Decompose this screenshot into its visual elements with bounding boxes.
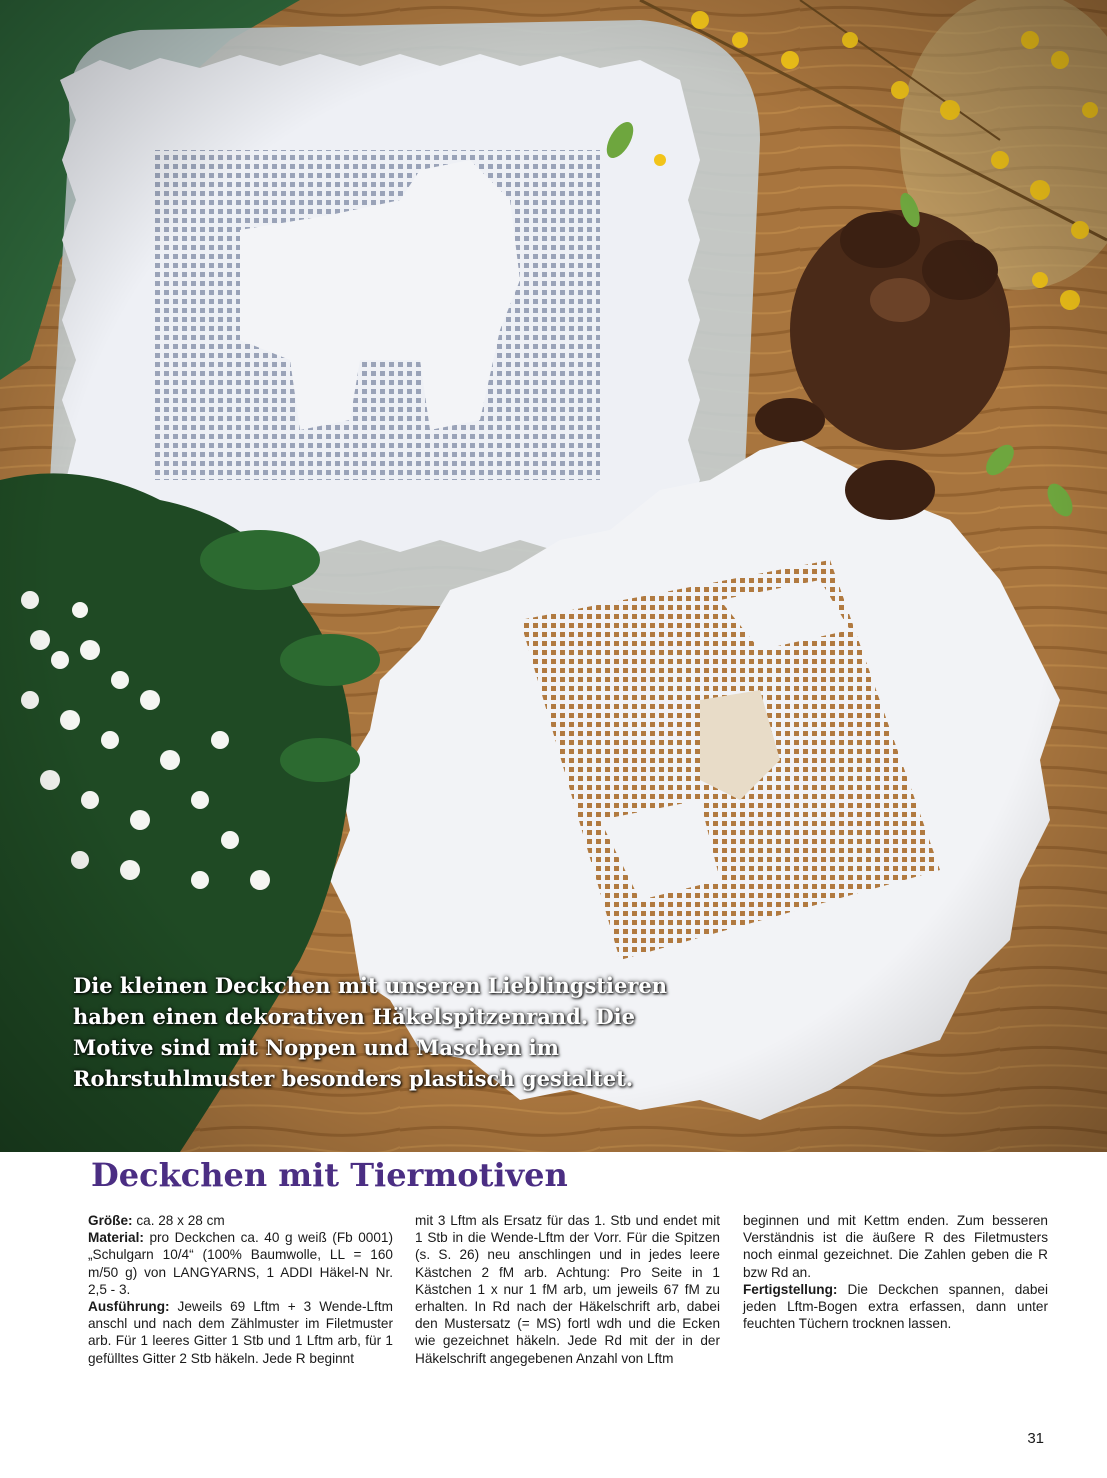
instructions-column-3: [743, 1212, 1048, 1332]
size-label: Größe:: [88, 1213, 133, 1228]
instructions-column-1: [88, 1212, 393, 1367]
material-paragraph: [88, 1229, 393, 1298]
instructions-column-2: [415, 1212, 720, 1367]
execution-continued: mit 3 Lftm als Ersatz für das 1. Stb und endet mit 1 Stb in die Wende-Lftm der Vorr. Für die Spitzen (s. S. 26) neu anschlingen und in jedes leere Kästchen 2 fM arb. Achtung: Pro Seite in 1 Kästchen 1 x nur 1 fM arb, um jeweils 67 fM zu erhalten. In Rd nach der Häkelschrift arb, dabei den Mustersatz (= MS) fortl wdh und die Ecken wie gezeichnet häkeln. Jede Rd mit der in der Häkelschrift angegebenen Anzahl von Lftm: [415, 1213, 720, 1366]
size-text: ca. 28 x 28 cm: [132, 1213, 225, 1228]
material-text: pro Deckchen ca. 40 g weiß (Fb 0001) „Schulgarn 10/4“ (100% Baumwolle, LL = 160 m/50 g) von LANGYARNS, 1 ADDI Häkel-N Nr. 2,5 - 3.: [88, 1230, 393, 1297]
execution-end: beginnen und mit Kettm enden. Zum besseren Verständnis ist die äußere R des Filetmusters noch einmal gezeichnet. Die Zahlen geben die R bzw Rd an.: [743, 1213, 1048, 1280]
finishing-paragraph: [743, 1281, 1048, 1333]
finishing-text: Die Deckchen spannen, dabei jeden Lftm-Bogen extra erfassen, dann unter feuchten Tüchern trocknen lassen.: [743, 1281, 1048, 1332]
page-title: Deckchen mit Tiermotiven: [91, 1156, 568, 1194]
execution-paragraph: [88, 1298, 393, 1367]
page-number: 31: [1027, 1430, 1044, 1447]
execution-text: Jeweils 69 Lftm + 3 Wende-Lftm anschl und nach dem Zählmuster im Filetmuster arb. Für 1 leeres Gitter 1 Stb und 1 Lftm arb, für 1 gefülltes Gitter 2 Stb häkeln. Jede R beginnt: [88, 1299, 393, 1366]
material-label: Material:: [88, 1230, 144, 1246]
execution-label: Ausführung:: [88, 1299, 170, 1315]
instructions: [88, 1212, 1063, 1412]
size-paragraph: [88, 1212, 393, 1229]
photo-caption: Die kleinen Deckchen mit unseren Lieblingstieren haben einen dekorativen Häkelspitzenrand. Die Motive sind mit Noppen und Maschen im Rohrstuhlmuster besonders plastisch gestaltet.: [73, 973, 668, 1091]
finishing-label: Fertigstellung:: [743, 1281, 838, 1297]
